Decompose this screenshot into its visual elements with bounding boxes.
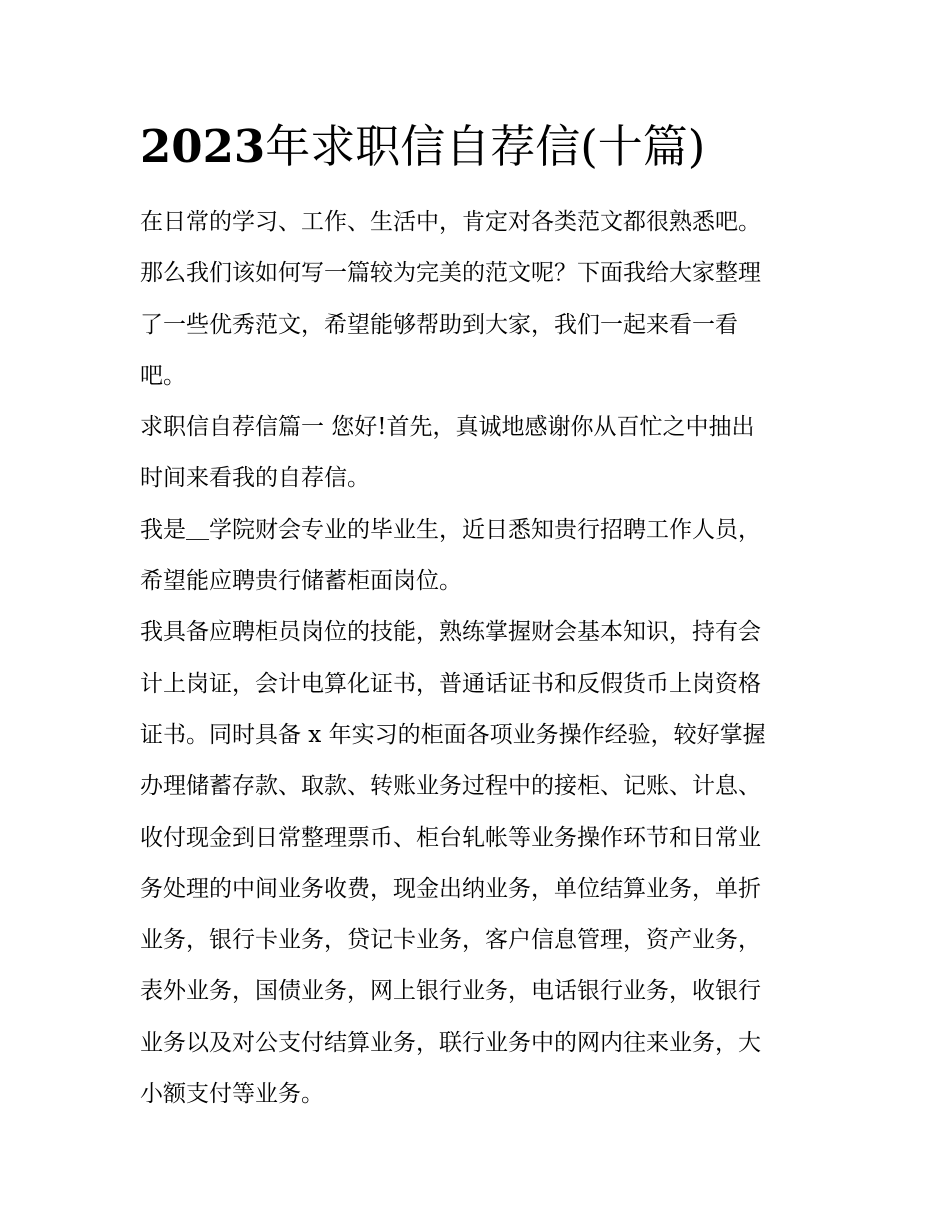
document-body bbox=[140, 197, 820, 1120]
body-line: 那么我们该如何写一篇较为完美的范文呢？下面我给大家整理 bbox=[140, 260, 761, 287]
title-year: 2023 bbox=[140, 120, 266, 173]
body-line: 务处理的中间业务收费，现金出纳业务，单位结算业务，单折 bbox=[140, 875, 761, 902]
body-line: 时间来看我的自荐信。 bbox=[140, 465, 370, 492]
body-line: 我是＿学院财会专业的毕业生，近日悉知贵行招聘工作人员， bbox=[140, 516, 761, 543]
body-line: 在日常的学习、工作、生活中，肯定对各类范文都很熟悉吧。 bbox=[140, 209, 761, 235]
body-line: 求职信自荐信篇一 您好!首先，真诚地感谢你从百忙之中抽出 bbox=[140, 414, 755, 441]
body-line: 吧。 bbox=[140, 362, 186, 389]
body-line: 业务，银行卡业务，贷记卡业务，客户信息管理，资产业务， bbox=[140, 927, 761, 954]
title-text: 年求职信自荐信(十篇) bbox=[265, 120, 706, 173]
body-line: 了一些优秀范文，希望能够帮助到大家，我们一起来看一看 bbox=[140, 311, 738, 338]
body-line: 办理储蓄存款、取款、转账业务过程中的接柜、记账、计息、 bbox=[140, 773, 761, 800]
body-line: 收付现金到日常整理票币、柜台轧帐等业务操作环节和日常业 bbox=[140, 824, 761, 851]
body-line: 我具备应聘柜员岗位的技能，熟练掌握财会基本知识，持有会 bbox=[140, 619, 761, 646]
body-line: 业务以及对公支付结算业务，联行业务中的网内往来业务，大 bbox=[140, 1029, 761, 1056]
body-line: 证书。同时具备 x 年实习的柜面各项业务操作经验，较好掌握 bbox=[140, 721, 766, 748]
body-line: 小额支付等业务。 bbox=[140, 1081, 324, 1108]
body-line: 希望能应聘贵行储蓄柜面岗位。 bbox=[140, 568, 462, 595]
body-line: 表外业务，国债业务，网上银行业务，电话银行业务，收银行 bbox=[140, 978, 761, 1005]
page-title bbox=[140, 118, 840, 176]
body-line: 计上岗证，会计电算化证书，普通话证书和反假货币上岗资格 bbox=[140, 670, 761, 697]
